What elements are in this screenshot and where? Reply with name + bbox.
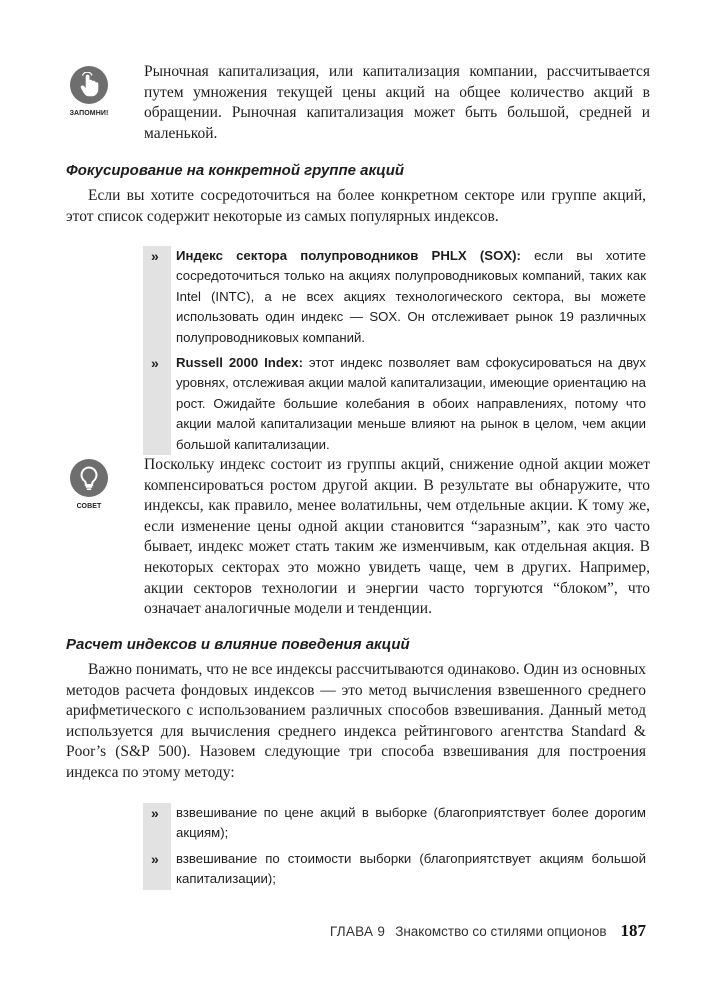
bullet-term: Russell 2000 Index:	[176, 355, 303, 371]
bullet-term: Индекс сектора полупроводников PHLX (SOX):	[176, 248, 521, 263]
lightbulb-icon	[70, 459, 108, 497]
tip-label: СОВЕТ	[76, 503, 102, 510]
bullet-marker: »	[151, 355, 159, 372]
list-item	[143, 246, 646, 348]
tip-icon-column	[60, 455, 118, 510]
section-calculation-paragraph: Важно понимать, что не все индексы рассчитываются одинаково. Один из основных методов расчета фондовых индексов — это метод вычисления взвешенного среднего арифметического с использованием различных способов взвешивания. Данный метод используется для вычисления среднего индекса рейтингового агентства Standard & Poor’s (S&P 500). Назовем следующие три способа взвешивания для построения индекса по этому методу:	[66, 661, 646, 781]
bullet-marker: »	[151, 805, 159, 821]
section-focus-paragraph: Если вы хотите сосредоточиться на более конкретном секторе или группе акций, этот список содержит некоторые из самых популярных индексов.	[66, 187, 646, 225]
tip-text: Поскольку индекс состоит из группы акций, снижение одной акции может компенсироваться ростом другой акции. В результате вы обнаружите, что индексы, как правило, менее волатильны, чем отдельные акции. К тому же, если изменение цены одной акции становится “заразным”, как это часто бывает, индекс может стать таким же изменчивым, как отдельная акция. В некоторых секторах это можно увидеть чаще, чем в других. Например, акции секторов технологии и энергии часто торгуются “блоком”, что означает аналогичные модели и тенденции.	[144, 456, 650, 618]
bullet-text	[176, 246, 646, 348]
bullet-description: если вы хотите сосредоточиться только на акциях полупроводниковых компаний, таких как Intel (INTC), а не всех акциях технологического сектора, вы можете использовать один индекс — SOX. Он отслеживает рынок 19 различных полупроводниковых компаний.	[176, 248, 646, 345]
tip-note	[60, 455, 650, 620]
remember-label: ЗАПОМНИ!	[69, 110, 109, 117]
weighting-bullet-list	[143, 803, 646, 895]
bullet-text: взвешивание по стоимости выборки (благоприятствует акциям большой капитализации);	[176, 850, 646, 887]
pointing-hand-icon	[70, 66, 108, 104]
page-number: 187	[620, 921, 646, 940]
remember-icon-column	[60, 62, 118, 117]
index-bullet-list	[143, 246, 646, 460]
remember-text: Рыночная капитализация, или капитализация компании, рассчитывается путем умножения текущей цены акций на общее количество акций в обращении. Рыночная капитализация может быть большой, средней и маленькой.	[144, 63, 650, 142]
remember-note	[60, 62, 650, 144]
bullet-description: этот индекс позволяет вам сфокусироваться на двух уровнях, отслеживая акции малой капитализации, имеющие ориентацию на рост. Ожидайте большие колебания в обоих направлениях, потому что акции малой капитализации меньше влияют на рынок в целом, чем акции большой капитализации.	[176, 355, 646, 452]
bullet-marker: »	[151, 850, 159, 867]
chapter-title: Знакомство со стилями опционов	[395, 924, 607, 939]
page-footer	[330, 921, 646, 941]
chapter-label: ГЛАВА 9	[329, 924, 386, 939]
section-heading-calculation: Расчет индексов и влияние поведения акций	[66, 636, 410, 653]
bullet-text: взвешивание по цене акций в выборке (благоприятствует более дорогим акциям);	[176, 805, 646, 841]
section-heading-focus: Фокусирование на конкретной группе акций	[66, 162, 405, 179]
list-item	[143, 803, 646, 844]
bullet-marker: »	[151, 248, 159, 264]
bullet-text	[176, 353, 646, 455]
list-item	[143, 353, 646, 455]
list-item	[143, 849, 646, 890]
